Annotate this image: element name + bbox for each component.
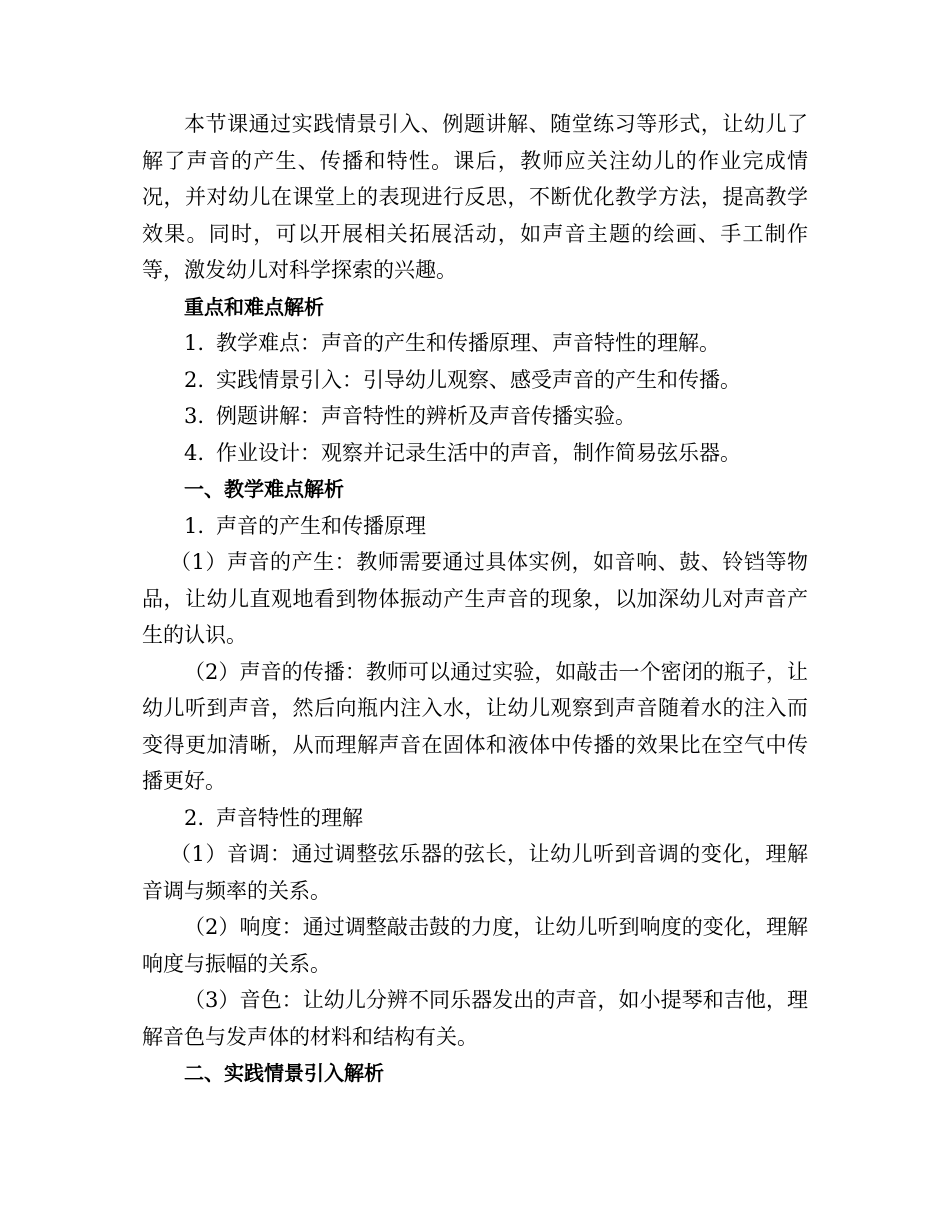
key-point-number: 3. [184, 404, 205, 428]
intro-paragraph: 本节课通过实践情景引入、例题讲解、随堂练习等形式，让幼儿了解了声音的产生、传播和特性。课后，教师应关注幼儿的作业完成情况，并对幼儿在课堂上的表现进行反思，不断优化教学方法，提高教学效果。同时，可以开展相关拓展活动，如声音主题的绘画、手工制作等，激发幼儿对科学探索的兴趣。 [142, 112, 808, 282]
key-point-item [142, 362, 808, 399]
key-point-text: 实践情景引入：引导幼儿观察、感受声音的产生和传播。 [216, 367, 741, 392]
key-point-number: 1. [184, 331, 205, 355]
sound-production-paragraph: （1）声音的产生：教师需要通过具体实例，如音响、鼓、铃铛等物品，让幼儿直观地看到物体振动产生声音的现象，以加深幼儿对声音产生的认识。 [142, 550, 808, 647]
key-point-item [142, 325, 808, 362]
key-point-text: 教学难点：声音的产生和传播原理、声音特性的理解。 [216, 331, 720, 355]
loudness-paragraph: （2）响度：通过调整敲击鼓的力度，让幼儿听到响度的变化，理解响度与振幅的关系。 [142, 915, 808, 976]
key-points-heading: 重点和难点解析 [184, 294, 324, 319]
key-point-item [142, 435, 808, 472]
key-point-number: 4. [184, 440, 205, 465]
section1-subheading-1 [142, 508, 808, 545]
timbre-paragraph: （3）音色：让幼儿分辨不同乐器发出的声音，如小提琴和吉他，理解音色与发声体的材料和结构有关。 [142, 988, 808, 1049]
sound-propagation-paragraph: （2）声音的传播：教师可以通过实验，如敲击一个密闭的瓶子，让幼儿听到声音，然后向瓶内注入水，让幼儿观察到声音随着水的注入而变得更加清晰，从而理解声音在固体和液体中传播的效果比在空气中传播更好。 [142, 659, 808, 793]
section1-heading: 一、教学难点解析 [184, 477, 344, 501]
subheading-text: 声音的产生和传播原理 [216, 513, 426, 538]
key-point-text: 作业设计：观察并记录生活中的声音，制作简易弦乐器。 [216, 440, 741, 465]
section1-subheading-2 [142, 800, 808, 837]
document-body [142, 106, 808, 1092]
key-point-item [142, 398, 808, 435]
subheading-number: 1. [184, 513, 205, 538]
key-point-text: 例题讲解：声音特性的辨析及声音传播实验。 [216, 404, 636, 428]
subheading-text: 声音特性的理解 [216, 805, 363, 830]
section2-heading: 二、实践情景引入解析 [184, 1061, 384, 1085]
key-point-number: 2. [184, 367, 205, 392]
pitch-paragraph: （1）音调：通过调整弦乐器的弦长，让幼儿听到音调的变化，理解音调与频率的关系。 [142, 842, 808, 903]
subheading-number: 2. [184, 805, 205, 830]
